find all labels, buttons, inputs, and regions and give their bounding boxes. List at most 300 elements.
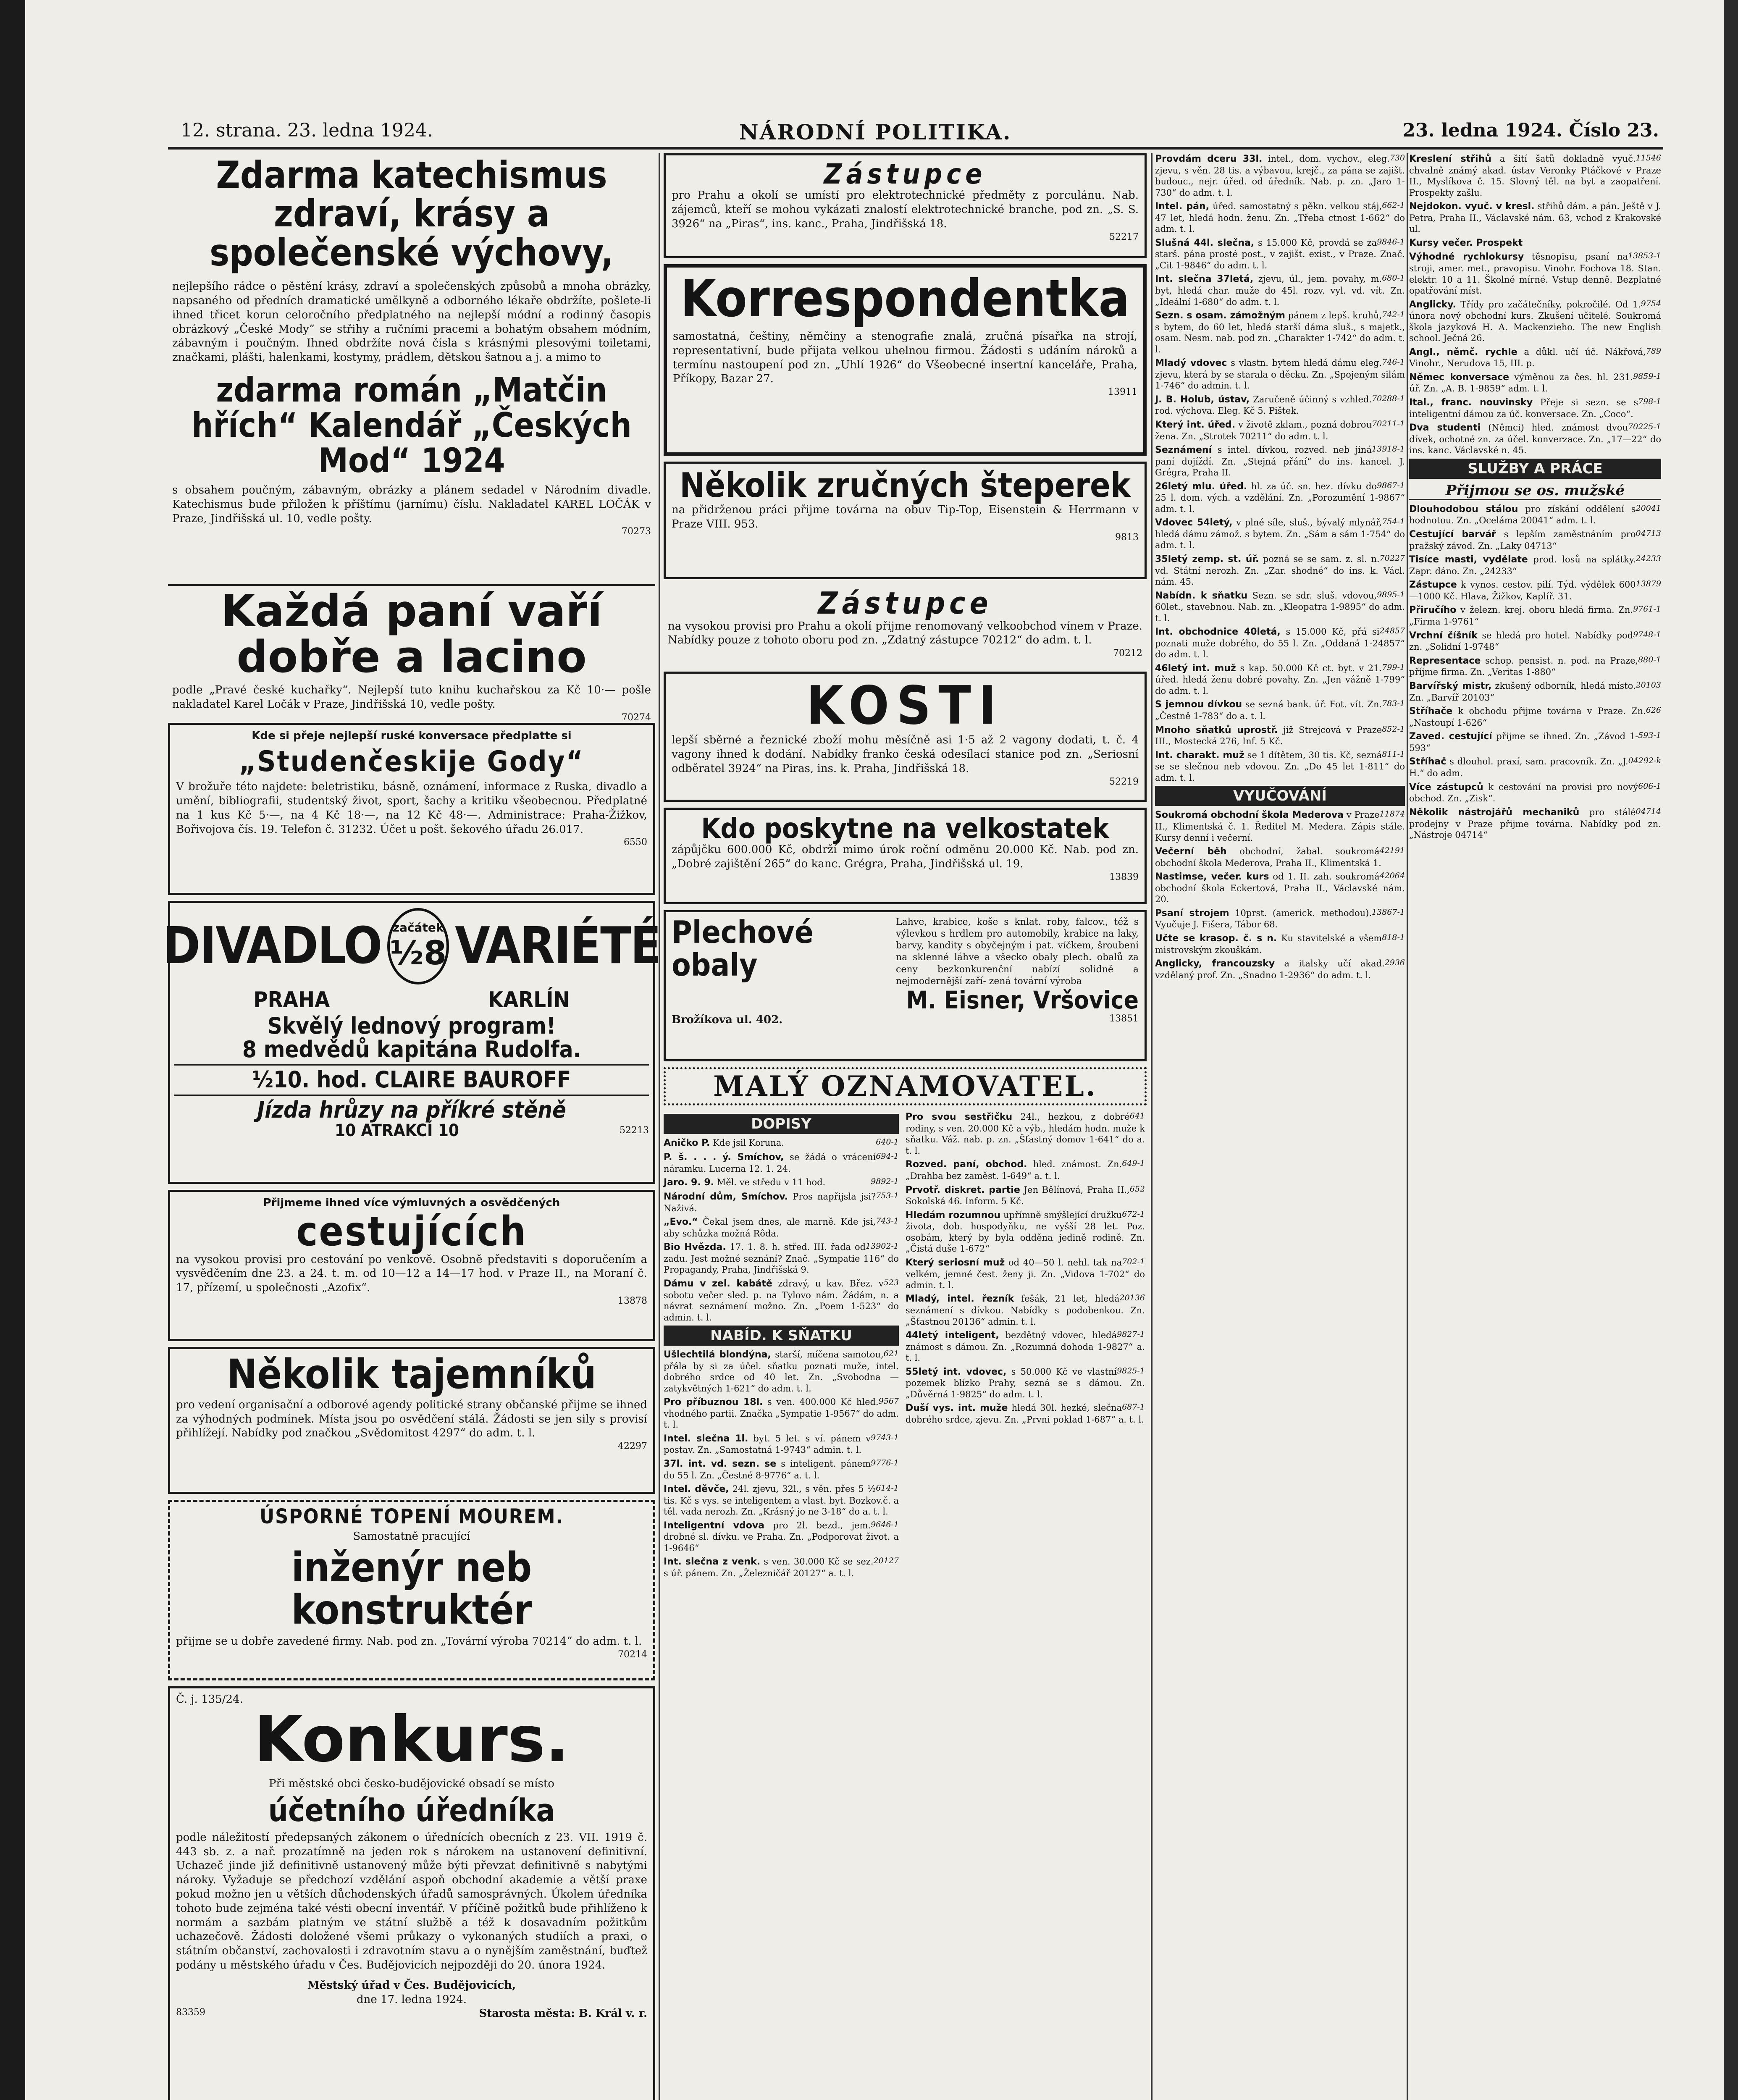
sluzby-list	[1409, 504, 1661, 841]
venue-city: PRAHA	[253, 987, 330, 1013]
classified-heading: „Evo.“	[664, 1217, 698, 1228]
program-line-1: Skvělý lednový program!	[267, 1012, 556, 1039]
classified-ad	[906, 1184, 1145, 1207]
classified-ad	[1409, 554, 1661, 577]
classified-text: výměnou za čes. hl. 231. úř. Zn. „A. B. 1-9859“ adm. t. l.	[1409, 372, 1633, 394]
classified-heading: Cestující barvář	[1409, 529, 1496, 540]
classified-heading: Tisíce masti, vydělate	[1409, 554, 1528, 565]
classified-text: 24l. zjevu, 32l., s věn. přes 5 ½ tis. Kč s vys. se inteligentem a vlast. byt. Bozkov.č. a těl. vada nerozh. Zn. „Krásný jo ne 3-18“ do a. t. l.	[664, 1484, 899, 1517]
classified-text: k cestování na provisi pro nový obchod. Zn. „Zisk“.	[1409, 782, 1638, 804]
ad-title: Zástupce	[818, 585, 992, 621]
classified-number: 818-1	[1382, 932, 1405, 942]
classified-ad	[906, 1111, 1145, 1156]
classified-ad	[1155, 517, 1405, 551]
classified-number: 04292-k	[1628, 756, 1661, 766]
classified-number: 20103	[1636, 680, 1661, 690]
ad-body: V brožuře této najdete: beletristiku, básně, oznámení, informace z Ruska, divadlo a umění, bibliografii, studentský život, sport, šachy a kritiku všeobecnou. Předplatné na 1 kus Kč 5·—, na 4 Kč 18·—, na 12 Kč 48·—. Administrace: Praha-Žižkov, Bořivojova čís. 19. Telefon č. 31232. Účet u pošt. šekového úřadu 26.017.	[176, 780, 647, 836]
classified-number: 9827-1	[1117, 1330, 1145, 1339]
ad-address: Brožíkova ul. 402.	[672, 1013, 783, 1026]
ad-top: Přijmeme ihned více výmluvných a osvědčených	[263, 1197, 560, 1209]
ad-top: Kde si přeje nejlepší ruské konversace předplatte si	[252, 730, 572, 742]
classified-text: v železn. krej. oboru hledá firma. Zn. „Firma 1-9761“	[1409, 605, 1633, 627]
classified-number: 20136	[1119, 1293, 1145, 1303]
ad-title: „Studenčeskije Gody“	[239, 745, 584, 778]
classified-heading: Rozved. paní, obchod.	[906, 1159, 1027, 1170]
classified-ad	[1409, 422, 1661, 456]
classified-heading: Inteligentní vdova	[664, 1520, 765, 1531]
classified-heading: Representace	[1409, 655, 1481, 666]
classified-number: 742-1	[1382, 310, 1405, 319]
classified-text: starší, míčena samotou, přála by si za účel. sňatku poznati muže, intel. dobrého srdce od 40 let. Zn. „Svobodna — zatykvětných 1-621“ do adm. t. l.	[664, 1349, 899, 1394]
classified-number: 70211-1	[1372, 419, 1405, 428]
header-right: 23. ledna 1924. Číslo 23.	[1402, 120, 1659, 141]
ad-body: pro Prahu a okolí se umístí pro elektrotechnické předměty z porculánu. Nab. zájemců, kteří se mohou vykázati znalostí elektrotechnické branche, pod zn. „S. S. 3926“ na „Piras“, ins. kanc., Praha, Jindřišská 18.	[672, 189, 1139, 230]
logo-right: VARIÉTÉ	[455, 917, 661, 975]
classified-text: přijme se ihned. Zn. „Závod 1-593“	[1409, 731, 1638, 753]
vyucovani-list	[1155, 809, 1405, 981]
divider	[174, 1064, 649, 1066]
classified-ad	[664, 1349, 899, 1394]
classified-text: k vynos. cestov. pilí. Týd. výdělek 600—1000 Kč. Hlava, Žižkov, Kaplíř. 31.	[1409, 580, 1636, 601]
ad-zastupce-elektro	[664, 153, 1147, 258]
classified-number: 13867-1	[1372, 907, 1405, 917]
classified-heading: Kreslení střihů	[1409, 154, 1491, 164]
classified-text: s vlastn. bytem hledá dámu eleg. zjevu, která by se starala o děcku. Zn. „Spojeným silám 1-746“ do admin. t. l.	[1155, 358, 1405, 391]
classified-number: 9895-1	[1377, 590, 1405, 599]
classified-ad	[906, 1293, 1145, 1327]
classified-text: obchodní, žabal. soukromá obchodní škola Mederova, Praha II., Klimentská 1.	[1155, 846, 1381, 868]
masthead-title: NÁRODNÍ POLITIKA.	[739, 120, 1012, 144]
classifieds-right	[906, 1111, 1145, 1581]
classified-number: 672-1	[1122, 1209, 1145, 1219]
classified-number: 04714	[1636, 806, 1661, 816]
classified-heading: Přiručího	[1409, 605, 1457, 616]
column-3	[1155, 153, 1405, 2100]
classified-ad	[1409, 731, 1661, 753]
classified-text: a důkl. učí úč. Nákřová, Vinohr., Nerudova 15, III. p.	[1409, 346, 1646, 369]
program-line-3: ½10. hod. CLAIRE BAUROFF	[252, 1066, 571, 1093]
classified-ad	[664, 1396, 899, 1431]
ad-katechismus	[168, 153, 655, 578]
header-left: 12. strana. 23. ledna 1924.	[181, 120, 433, 141]
classified-number: 743-1	[876, 1216, 899, 1226]
classified-ad	[1409, 680, 1661, 703]
ad-firm: M. Eisner, Vršovice	[906, 985, 1139, 1014]
ad-footer	[672, 1013, 1139, 1027]
classified-number: 20127	[873, 1556, 899, 1566]
classified-heading: Psaní strojem	[1155, 908, 1229, 919]
classified-number: 70225-1	[1628, 422, 1661, 432]
ad-title: cestujících	[296, 1208, 527, 1255]
classified-number: 753-1	[876, 1191, 899, 1200]
ad-number: 70274	[622, 712, 651, 723]
classified-heading: Mnoho sňatků uprostř.	[1155, 724, 1278, 735]
classified-text: zjevu, úl., jem. povahy, m. byt, hledá char. muže do 45l. rozv. vyl. vd. vít. Zn. „Ideální 1-680“ do adm. t. l.	[1155, 274, 1405, 307]
classified-text: Ku stavitelské a všem mistrovským zkouškám.	[1155, 933, 1382, 955]
classified-number: 11546	[1636, 153, 1661, 163]
classified-text: se hledá pro hotel. Nabídky pod zn. „Solidní 1-9748“	[1409, 630, 1633, 652]
classified-number: 621	[883, 1349, 899, 1358]
classified-text: pro 2l. bezd., jem. drobné sl. dívku. ve Praha. Zn. „Podporovat život. a 1-9646“	[664, 1520, 899, 1553]
column-divider	[1151, 153, 1153, 2100]
classified-number: 42191	[1379, 845, 1405, 855]
ad-number: 13851	[1109, 1013, 1139, 1024]
ad-number: 6550	[624, 837, 647, 848]
classified-ad	[664, 1520, 899, 1554]
variete-logo	[163, 908, 661, 984]
classified-ad	[1409, 153, 1661, 198]
classified-number: 702-1	[1122, 1257, 1145, 1266]
classified-text: v plné síle, sluš., bývalý mlynář, hledá dámu zámož. s bytem. Zn. „Sám a sám 1-754“ do adm. t. l.	[1155, 517, 1405, 551]
banner-title: MALÝ OZNAMOVATEL.	[713, 1070, 1097, 1102]
classified-heading: S jemnou dívkou	[1155, 699, 1242, 710]
dopisy-list	[664, 1137, 899, 1323]
classified-number: 9825-1	[1117, 1366, 1145, 1376]
classified-text: Přeje si sezn. se s inteligentní dámou za úč. konversace. Zn. „Coco“.	[1409, 397, 1638, 419]
ad-number: 83359	[176, 2007, 205, 2018]
classified-ad	[1155, 357, 1405, 391]
classified-ad	[1155, 554, 1405, 588]
classified-heading: Mladý vdovec	[1155, 358, 1227, 369]
ad-plechove-obaly	[664, 910, 1147, 1061]
classified-text: hled. známost. Zn. „Drahba bez zaměst. 1-649“ a. t. l.	[906, 1159, 1122, 1181]
ad-title: Několik zručných šteperek	[680, 466, 1131, 505]
classified-text: s lepším zaměstnáním pro pražský závod. Zn. „Laky 04713“	[1409, 529, 1636, 551]
classified-heading: Intel. slečna 1l.	[664, 1433, 748, 1444]
vyucovani-list	[1409, 153, 1661, 456]
classified-number: 9748-1	[1633, 630, 1661, 639]
ad-tajemniku	[168, 1347, 655, 1494]
classified-ad	[1409, 346, 1661, 369]
classified-number: 593-1	[1638, 731, 1661, 740]
ad-number: 9813	[1115, 532, 1139, 543]
classified-ad	[1409, 251, 1661, 296]
classified-number: 783-1	[1382, 699, 1405, 709]
classified-ad	[1409, 706, 1661, 728]
badge-top: začátek	[392, 920, 444, 934]
ad-ref: Č. j. 135/24.	[176, 1693, 243, 1706]
ad-body: na vysokou provisi pro Prahu a okolí přijme renomovaný velkoobchod vínem v Praze. Nabídky pouze z tohoto oboru pod zn. „Zdatný zástupce 70212“ do adm. t. l.	[668, 620, 1142, 647]
classified-ad	[664, 1137, 899, 1149]
classified-number: 24857	[1379, 626, 1405, 636]
ad-korrespondentka	[664, 264, 1147, 456]
divider	[174, 1095, 649, 1096]
ad-studenceskije-gody	[168, 723, 655, 895]
classified-heading: Dlouhodobou stálou	[1409, 504, 1518, 514]
ad-title-2: zdarma román „Matčin hřích“ Kalendář „Českých Mod“ 1924	[192, 370, 632, 480]
ad-body: podle náležitostí předepsaných zákonem o úřednících obecních z 23. VII. 1919 č. 443 sb. z. a nař. prozatímně na jeden rok s nárokem na ustanovení definitivní. Uchazeč jinde již definitivně ustanovený může býti převzat definitivně s nabytými nároky. Vyžaduje se předchozí vzdělání aspoň obchodní akademie a větší praxe pokud možno jen u větších důchodenských úřadů samosprávných. Úkolem úředníka tohoto bude zejména také vésti obecní inventář. V příčině požitků bude přihlíženo k normám a sazbám platným ve státní službě a též k dosavadním požitkům uchazečově. Žádosti doložené všemi průkazy o vykonaných studiích a praxi, o státním občanství, zachovalosti i zdravotním stavu a o nynějším zaměstnání, buďtež podány u městského úřadu v Čes. Budějovicích nejpozději do 20. února 1924.	[176, 1831, 647, 1971]
classified-text: Pros napřijsla jsi? Naživá.	[664, 1191, 876, 1213]
classified-text: úřed. samostatný s pěkn. velkou stáj, 47 let, hledá hodn. ženu. Zn. „Třeba ctnost 1-662“ do adm. t. l.	[1155, 201, 1405, 234]
classified-number: 9761-1	[1633, 604, 1661, 614]
ad-divadlo-variete	[163, 901, 661, 1184]
classified-heading: Dva studenti	[1409, 423, 1481, 433]
classified-ad	[1155, 750, 1405, 784]
ad-number: 13878	[618, 1295, 647, 1306]
classified-heading: 55letý int. vdovec,	[906, 1366, 1007, 1377]
ad-steperek	[664, 462, 1147, 579]
classified-heading: Barvířský mistr,	[1409, 680, 1492, 691]
ad-cestujicich	[168, 1190, 655, 1341]
classified-ad	[906, 1159, 1145, 1181]
ad-sign-3: Starosta města: B. Král v. r.	[479, 2007, 647, 2020]
classified-text: intel., dom. vychov., eleg. zjevu, s věn. 28 tis. a výbavou, krejč., za pána se zajišt. budouc., nejr. úřed. od úředník. Nab. p. zn. „Jaro 1-730“ do adm. t. l.	[1155, 154, 1405, 198]
classified-text: (Němci) hled. známost dvou dívek, ochotné zn. za účel. konverzace. Zn. „17—22“ do ins. kanc. Václavské n. 45.	[1409, 423, 1661, 456]
classified-text: a italsky učí akad. vzdělaný prof. Zn. „Snadno 1-2936“ do adm. t. l.	[1155, 958, 1385, 980]
classified-text: se 1 dítětem, 30 tis. Kč, sezná se se slečnou neb vdovou. Zn. „Do 45 let 1-811“ do adm. t. l.	[1155, 750, 1405, 783]
classified-number: 614-1	[876, 1483, 899, 1493]
classified-heading: Sezn. s osam. zámožným	[1155, 310, 1285, 321]
classified-text: se žádá o vrácení náramku. Lucerna 12. 1. 24.	[664, 1152, 876, 1174]
classifieds-left	[664, 1111, 899, 1581]
classified-text: Kde jsil Koruna.	[710, 1138, 784, 1148]
classified-ad	[1409, 529, 1661, 551]
classified-text: Čekal jsem dnes, ale marně. Kde jsi, aby schůzka možná Rôda.	[664, 1217, 876, 1239]
classified-number: 746-1	[1382, 357, 1405, 367]
classified-ad	[1409, 782, 1661, 804]
ad-number: 13911	[1108, 387, 1137, 398]
classified-heading: Němec konversace	[1409, 372, 1510, 383]
classified-number: 730	[1389, 153, 1405, 163]
classified-heading: Jaro. 9. 9.	[664, 1177, 714, 1188]
ad-title: Konkurs.	[254, 1703, 570, 1776]
ad-sub: Při městské obci česko-budějovické obsadí se místo	[269, 1777, 554, 1790]
classified-ad	[1155, 481, 1405, 515]
classified-text: a šití šatů dokladně vyuč. chvalně známý akad. ústav Veronky Ptáčkové v Praze II., Myslíkova č. 15. Slovný těl. na byt a zaopatření. Prospekty zašlu.	[1409, 154, 1661, 198]
classified-heading: Duší vys. int. muže	[906, 1403, 1008, 1414]
logo-left: DIVADLO	[163, 917, 382, 975]
classified-heading: Prvotř. diskret. partie	[906, 1184, 1020, 1195]
classified-ad	[1155, 809, 1405, 843]
section-sluzby: SLUŽBY A PRÁCE	[1409, 459, 1661, 479]
classified-heading: Který int. úřed.	[1155, 419, 1236, 430]
classified-number: 798-1	[1638, 396, 1661, 406]
classified-heading: Ital., franc. nouvinsky	[1409, 397, 1533, 408]
classified-number: 13902-1	[866, 1242, 899, 1251]
ad-body: nejlepšího rádce o pěstění krásy, zdraví a společenských způsobů a mnoha obrázky, napsaného od předních dramatické umělkyně a odborného lékaře obdržíte, pošlete-li ihned třicet korun celoročního předplatného na nejlepší módní a rodinný časopis obrázkový „České Mody“ se střihy a ručními pracemi a bohatým obsahem módním, zábavným i poučným. Ihned obdržíte nová čísla s krásnými plesovými toiletami, značkami, plášti, halenkami, kostymy, prádlem, dětskou šatnou a j. a mimo to	[172, 280, 651, 364]
program-line-5: 10 ATRAKCÍ 10	[335, 1121, 459, 1141]
classified-heading: P. š. . . . ý. Smíchov,	[664, 1152, 784, 1163]
classified-text: v životě zklam., pozná dobrou žena. Zn. „Strotek 70211“ do adm. t. l.	[1155, 419, 1372, 441]
ad-sub: Samostatně pracující	[353, 1530, 470, 1543]
classified-text: hl. za úč. sn. hez. dívku do 25 l. dom. vých. a vzdělání. Zn. „Porozumění 1-9867“ adm. t. l.	[1155, 481, 1405, 514]
classified-ad	[1155, 394, 1405, 417]
classified-text: 24l., hezkou, z dobré rodiny, s ven. 20.000 Kč a výb., hledám hodn. muže k sňatku. Váž. nab. p. zn. „Šťastný domov 1-641“ do a. t. l.	[906, 1112, 1145, 1156]
program-line-2: 8 medvědů kapitána Rudolfa.	[242, 1036, 581, 1063]
classified-ad	[664, 1458, 899, 1481]
classified-heading: Angl., němč. rychle	[1409, 346, 1517, 357]
venue-line	[174, 989, 649, 1012]
classified-heading: Večerní běh	[1155, 846, 1227, 857]
classified-text: pro stálé prodejny v Praze přijme továrna. Nabídky pod zn. „Nástroje 04714“	[1409, 807, 1661, 840]
ad-title: Korrespondentka	[680, 269, 1130, 328]
classified-text: s inteligent. pánem do 55 l. Zn. „Čestné 8-9776“ a. t. l.	[664, 1458, 871, 1480]
classified-number: 606-1	[1638, 781, 1661, 791]
classified-text: fešák, 21 let, hledá seznámení s dívkou. Nabídky s podobenkou. Zn. „Šťastnou 20136“ admin. t. l.	[906, 1294, 1145, 1327]
classified-heading: Pro příbuznou 18l.	[664, 1397, 763, 1408]
classified-number: 649-1	[1122, 1159, 1145, 1168]
classified-number: 13879	[1636, 579, 1661, 589]
ad-title: Plechové obaly	[672, 914, 814, 983]
classified-heading: Int. slečna 37letá,	[1155, 274, 1254, 285]
classified-text: schop. pensist. n. pod. na Praze, příjme firma. Zn. „Veritas 1-880“	[1409, 655, 1638, 677]
classified-heading: Intel. pán,	[1155, 201, 1209, 212]
ad-number: 52213	[620, 1125, 649, 1136]
classified-text: Sezn. se sdr. sluš. vdovou, 60let., stavebnou. Nab. zn. „Kleopatra 1-9895“ do adm. t. l.	[1155, 590, 1405, 623]
classified-heading: 46letý int. muž	[1155, 663, 1236, 674]
ad-body: podle „Pravé české kuchařky“. Nejlepší tuto knihu kuchařskou za Kč 10·— pošle nakladatel Karel Ločák v Praze, Jindřišská 10, vedle pošty.	[172, 684, 651, 711]
classified-ad	[1409, 372, 1661, 394]
classified-heading: J. B. Holub, ústav,	[1155, 394, 1250, 405]
classified-ad	[1155, 444, 1405, 478]
program-footer	[174, 1122, 649, 1139]
ad-title: KOSTI	[806, 675, 1004, 736]
classified-heading: Stříhač	[1409, 756, 1447, 767]
ad-title: Každá paní vaří dobře a lacino	[221, 585, 602, 683]
classified-ad	[1155, 590, 1405, 624]
header-rule	[168, 147, 1663, 150]
classified-heading: Dámu v zel. kabátě	[664, 1278, 772, 1289]
classified-ad	[1155, 724, 1405, 747]
ad-body-2: s obsahem poučným, zábavným, obrázky a plánem sedadel v Národním divadle. Katechismus bude přiložen k příštímu (jarnímu) číslu. Nakladatel KAREL LOČÁK v Praze, Jindřišská ul. 10, vedle pošty.	[172, 483, 651, 525]
classified-number: 9846-1	[1377, 237, 1405, 247]
classified-text: Jen Bělínová, Praha II., Sokolská 46. Inform. 5 Kč.	[906, 1184, 1130, 1207]
classified-number: 799-1	[1382, 662, 1405, 672]
classified-number: 70227	[1379, 553, 1405, 563]
ad-kucharka	[168, 584, 655, 723]
classified-text: s ven. 30.000 Kč se sez. s úř. pánem. Zn. „Železničář 20127“ a. t. l.	[664, 1557, 874, 1578]
classified-text: již Strejcová v Praze III., Mostecká 276, Inf. 5 Kč.	[1155, 724, 1382, 747]
ad-title: inženýr neb konstruktér	[291, 1544, 532, 1633]
classified-ad	[1409, 807, 1661, 841]
classified-ad	[664, 1216, 899, 1239]
classified-number: 811-1	[1382, 749, 1405, 759]
classified-number: 9859-1	[1633, 371, 1661, 381]
classified-text: v Praze II., Klimentská č. 1. Ředitel M. Medera. Zápis stále. Kursy denní i večerní.	[1155, 810, 1405, 843]
snatek-list	[664, 1349, 899, 1579]
classified-heading: Výhodné rychlokursy	[1409, 252, 1524, 262]
ad-inzenyr	[168, 1500, 655, 1680]
classified-heading: Zaved. cestující	[1409, 731, 1492, 742]
classified-number: 11874	[1379, 809, 1405, 819]
badge-time: ½8	[390, 934, 447, 972]
ad-number: 52217	[1109, 231, 1139, 242]
classified-number: 2936	[1384, 958, 1405, 968]
classified-heading: Anglicky.	[1409, 299, 1456, 310]
classified-text: byt. 5 let. s ví. pánem v postav. Zn. „Samostatná 1-9743“ admin. t. l.	[664, 1433, 871, 1455]
ad-body: na přidrženou práci přijme továrna na obuv Tip-Top, Eisenstein & Herrmann v Praze VIII. 953.	[672, 504, 1139, 530]
classified-number: 24233	[1636, 554, 1661, 564]
column-2	[664, 153, 1147, 2100]
classified-number: 789	[1646, 346, 1661, 356]
classified-ad	[1155, 663, 1405, 697]
classified-ad	[906, 1210, 1145, 1255]
classified-heading: 44letý inteligent,	[906, 1330, 999, 1341]
classified-heading: Učte se krasop. č. s n.	[1155, 933, 1277, 944]
classified-number: 626	[1646, 706, 1661, 715]
classified-text: s 50.000 Kč ve vlastní pozemek blízko Prahy, sezná se s dámou. Zn. „Důvěrná 1-9825“ do adm. t. l.	[906, 1366, 1145, 1399]
scan-edge-right	[1724, 0, 1738, 2100]
ad-top: ÚSPORNÉ TOPENÍ MOUREM.	[260, 1505, 564, 1528]
classified-ad	[664, 1177, 899, 1189]
classified-ad	[1155, 933, 1405, 956]
classified-number: 523	[883, 1278, 899, 1287]
ad-title-2: účetního úředníka	[268, 1793, 555, 1829]
classified-heading: Nastimse, večer. kurs	[1155, 872, 1269, 882]
ad-body: zápůjčku 600.000 Kč, obdrží mimo úrok roční odměnu 20.000 Kč. Nab. pod zn. „Dobré zajištění 265“ do kanc. Grégra, Praha, Jindřišská ul. 19.	[672, 843, 1139, 871]
classified-heading: Pro svou sestřičku	[906, 1112, 1013, 1123]
column-divider	[1407, 153, 1408, 2100]
ad-sign-2: dne 17. ledna 1924.	[357, 1993, 467, 2006]
classified-text: pro získání oddělení s hodnotou. Zn. „Oceláma 20041“ adm. t. l.	[1409, 504, 1636, 526]
classified-ad	[664, 1191, 899, 1214]
classified-number: 9743-1	[871, 1433, 899, 1442]
column-1	[163, 153, 661, 2100]
classified-heading: Stříhače	[1409, 706, 1453, 717]
classified-number: 640-1	[876, 1137, 899, 1147]
classified-text: od 1. II. zah. soukromá obchodní škola Eckertová, Praha II., Václavské nám. 20.	[1155, 872, 1405, 905]
classified-heading: Vdovec 54letý,	[1155, 517, 1233, 528]
classified-ad	[1409, 579, 1661, 602]
classified-number: 9892-1	[871, 1177, 899, 1186]
ad-body: lepší sběrné a řeznické zboží mohu měsíčně asi 1·5 až 2 vagony dodati, t. č. 4 vagony ihned k dodání. Nabídky franko česká odesílací stanice pod zn. „Seriosní odběratel 3924“ na Piras, ins. k. Praha, Jindřišská 18.	[672, 734, 1139, 775]
ad-title: Kdo poskytne na velkostatek	[701, 812, 1109, 845]
classified-number: 880-1	[1638, 655, 1661, 664]
classified-heading: 37l. int. vd. sezn. se	[664, 1458, 777, 1469]
section-dopisy: DOPISY	[664, 1114, 899, 1134]
ad-number: 13839	[1109, 872, 1139, 882]
page-header	[181, 120, 1659, 145]
classified-heading: Slušná 44l. slečna,	[1155, 237, 1255, 248]
classified-text: k obchodu přijme továrna v Praze. Zn. „Nastoupí 1-626“	[1409, 706, 1646, 728]
classified-heading: Provdám dceru 33l.	[1155, 154, 1263, 164]
ad-velkostatek	[664, 808, 1147, 904]
classified-ad	[664, 1433, 899, 1456]
ad-title: Několik tajemníků	[227, 1351, 596, 1398]
classified-number: 687-1	[1122, 1402, 1145, 1412]
classified-heading: Nabídn. k sňatku	[1155, 590, 1248, 601]
classified-number: 13853-1	[1628, 251, 1661, 261]
small-ads-banner	[664, 1067, 1147, 1105]
classified-ad	[906, 1257, 1145, 1291]
classified-number: 9754	[1641, 299, 1661, 308]
column-divider	[659, 153, 660, 2100]
classified-text: s 15.000 Kč, přá si poznati muže dobrého, do 55 l. Zn. „Oddaná 1-24857“ do adm. t. l.	[1155, 627, 1405, 660]
classified-text: 17. 1. 8. h. střed. III. řada od zadu. Jest možné seznání? Znač. „Sympatie 116“ do Propagandy, Praha, Jindřišská 9.	[664, 1242, 899, 1275]
ad-zastupce-vino	[664, 585, 1147, 666]
classified-text: pozná se se sam. z. sl. n. vd. Státní nerozh. Zn. „Zar. shodné“ do ins. k. Václ. nám. 45.	[1155, 554, 1405, 587]
classified-heading: Soukromá obchodní škola Mederova	[1155, 810, 1344, 821]
classified-text: Třídy pro začátečníky, pokročilé. Od 1. února nový obchodní kurs. Zkušení učitelé. Soukromá škola jazyková H. A. Mackenzieho. The new English school. Ječná 26.	[1409, 299, 1661, 344]
ad-number: 70214	[618, 1649, 647, 1660]
ad-body: pro vedení organisační a odborové agendy politické strany občanské přijme se ihned za výhodných podmínek. Místa jsou po osvědčení stálá. Žádosti se jen sily s provisí přihlížejí. Nabídky pod značkou „Svědomitost 4297“ do adm. t. l.	[176, 1398, 647, 1440]
classified-heading: Intel. děvče,	[664, 1484, 729, 1494]
classified-ad	[1409, 604, 1661, 627]
classified-number: 662-1	[1382, 201, 1405, 210]
classified-ad	[1409, 201, 1661, 235]
classified-heading: Kursy večer. Prospekt	[1409, 237, 1523, 248]
classified-number: 694-1	[876, 1152, 899, 1161]
classified-ad	[906, 1366, 1145, 1400]
ad-top-row	[672, 916, 1139, 987]
classifieds-list	[1155, 153, 1405, 981]
classified-number: 9867-1	[1377, 480, 1405, 490]
classified-heading: Int. charakt. muž	[1155, 750, 1244, 761]
classified-number: 9567	[878, 1396, 899, 1406]
ad-body: přijme se u dobře zavedené firmy. Nab. pod zn. „Tovární výroba 70214“ do adm. t. l.	[176, 1635, 642, 1648]
classified-number: 9776-1	[871, 1458, 899, 1467]
classified-ad	[1409, 237, 1661, 249]
